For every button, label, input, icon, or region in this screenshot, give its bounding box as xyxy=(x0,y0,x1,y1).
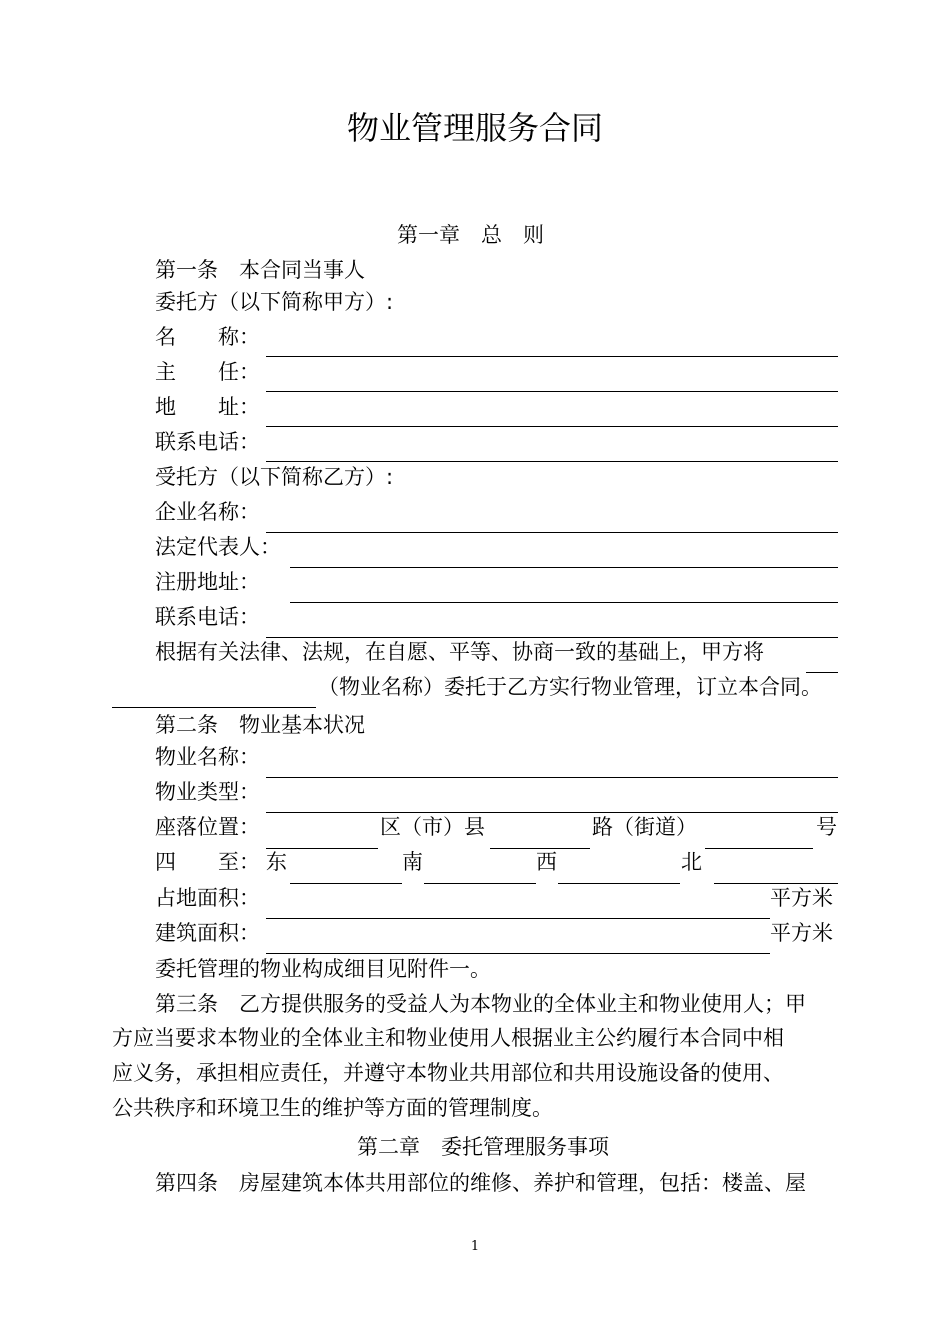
article-3-line-3: 应义务，承担相应责任，并遵守本物业共用部位和共用设施设备的使用、 xyxy=(112,1061,784,1085)
bound-west-label: 西 xyxy=(536,850,557,874)
party-b-legal-rep-label: 法定代表人： xyxy=(155,535,281,559)
party-b-reg-address-label: 注册地址： xyxy=(155,570,260,594)
property-bounds-label: 四 至： xyxy=(155,850,260,874)
party-a-director-label: 主 任： xyxy=(155,360,260,384)
property-name-blank[interactable] xyxy=(266,777,838,778)
party-a-name-label: 名 称： xyxy=(155,325,260,349)
building-area-unit: 平方米 xyxy=(770,921,833,945)
party-a-heading: 委托方（以下简称甲方）: xyxy=(155,290,394,314)
party-b-reg-address-blank[interactable] xyxy=(290,602,838,603)
house-number-blank[interactable] xyxy=(705,848,813,849)
article-4-line-1: 第四条 房屋建筑本体共用部位的维修、养护和管理，包括：楼盖、屋 xyxy=(155,1171,806,1195)
property-note: 委托管理的物业构成细目见附件一。 xyxy=(155,957,491,981)
party-a-phone-label: 联系电话： xyxy=(155,430,260,454)
land-area-unit: 平方米 xyxy=(770,886,833,910)
party-b-phone-label: 联系电话： xyxy=(155,605,260,629)
party-b-heading: 受托方（以下简称乙方）: xyxy=(155,465,394,489)
property-type-blank[interactable] xyxy=(266,812,838,813)
article-3-line-4: 公共秩序和环境卫生的维护等方面的管理制度。 xyxy=(112,1096,553,1120)
house-number-label: 号 xyxy=(816,815,837,839)
land-area-blank[interactable] xyxy=(266,918,770,919)
bound-north-blank[interactable] xyxy=(714,883,838,884)
bound-north-label: 北 xyxy=(681,850,702,874)
party-b-phone-blank[interactable] xyxy=(266,637,838,638)
page-number: 1 xyxy=(470,1239,480,1254)
intro-blank-end[interactable] xyxy=(806,672,838,673)
road-label: 路（街道） xyxy=(592,815,697,839)
bound-east-label: 东 xyxy=(266,850,287,874)
intro-line-1: 根据有关法律、法规，在自愿、平等、协商一致的基础上，甲方将 xyxy=(155,640,764,664)
property-name-label: 物业名称： xyxy=(155,745,260,769)
party-a-director-blank[interactable] xyxy=(266,391,838,392)
article-3-line-2: 方应当要求本物业的全体业主和物业使用人根据业主公约履行本合同中相 xyxy=(112,1026,784,1050)
chapter-2-heading: 第二章 委托管理服务事项 xyxy=(357,1135,609,1159)
chapter-1-heading: 第一章 总 则 xyxy=(397,223,544,247)
property-name-blank-inline[interactable] xyxy=(112,707,316,708)
district-label: 区（市）县 xyxy=(380,815,485,839)
document-title: 物业管理服务合同 xyxy=(346,109,603,147)
party-a-address-label: 地 址： xyxy=(155,395,260,419)
building-area-label: 建筑面积： xyxy=(155,921,260,945)
party-b-company-blank[interactable] xyxy=(266,532,838,533)
party-a-name-blank[interactable] xyxy=(266,356,838,357)
party-b-company-label: 企业名称： xyxy=(155,500,260,524)
property-location-label: 座落位置： xyxy=(155,815,260,839)
bound-south-label: 南 xyxy=(402,850,423,874)
property-type-label: 物业类型： xyxy=(155,780,260,804)
article-3-line-1: 第三条 乙方提供服务的受益人为本物业的全体业主和物业使用人；甲 xyxy=(155,992,806,1016)
article-1-heading: 第一条 本合同当事人 xyxy=(155,258,365,282)
intro-line-2: （物业名称）委托于乙方实行物业管理，订立本合同。 xyxy=(318,675,822,699)
building-area-blank[interactable] xyxy=(266,953,770,954)
bound-south-blank[interactable] xyxy=(424,883,536,884)
party-a-phone-blank[interactable] xyxy=(266,461,838,462)
party-b-legal-rep-blank[interactable] xyxy=(290,567,838,568)
party-a-address-blank[interactable] xyxy=(266,426,838,427)
bound-east-blank[interactable] xyxy=(290,883,402,884)
bound-west-blank[interactable] xyxy=(558,883,680,884)
land-area-label: 占地面积： xyxy=(155,886,260,910)
article-2-heading: 第二条 物业基本状况 xyxy=(155,713,365,737)
